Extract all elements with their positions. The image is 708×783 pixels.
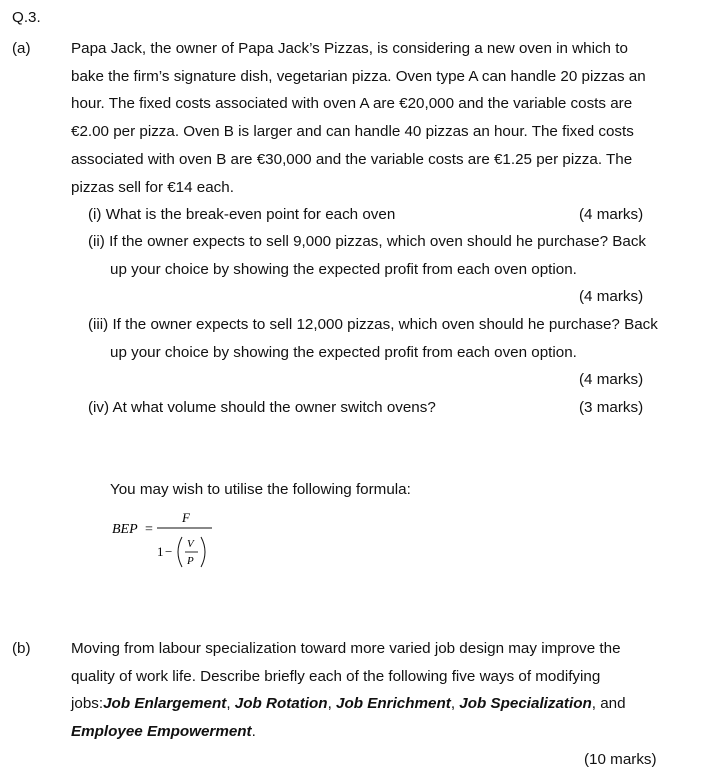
formula-numerator: F: [182, 510, 190, 525]
part-b-line: quality of work life. Describe briefly each of the following five ways of modifying: [71, 667, 601, 685]
intro-line: associated with oven B are €30,000 and the variable costs are €1.25 per pizza. The: [71, 150, 633, 168]
question-iv: (iv) At what volume should the owner switch ovens?: [88, 399, 436, 416]
formula-p: P: [187, 555, 194, 567]
formula-lhs: BEP: [112, 522, 138, 537]
term-job-enrichment: Job Enrichment: [336, 695, 451, 713]
part-b-line: [71, 718, 691, 746]
formula-minus: −: [165, 544, 173, 559]
intro-line: pizzas sell for €14 each.: [71, 178, 234, 196]
jobs-prefix: jobs:: [71, 695, 104, 713]
question-number: Q.3.: [12, 9, 41, 26]
left-paren: [178, 537, 182, 567]
separator: ,: [226, 695, 235, 713]
question-ii-line2: up your choice by showing the expected profit from each oven option.: [110, 261, 577, 278]
term-employee-empowerment: Employee Empowerment: [71, 723, 252, 741]
intro-line: bake the firm’s signature dish, vegetarian pizza. Oven type A can handle 20 pizzas an: [71, 67, 646, 85]
separator: ,: [450, 695, 460, 713]
sentence-end: .: [251, 723, 256, 741]
marks-i: (4 marks): [579, 206, 644, 223]
term-job-enlargement: Job Enlargement: [103, 695, 227, 713]
right-paren: [201, 537, 205, 567]
term-job-rotation: Job Rotation: [234, 695, 328, 713]
intro-line: Papa Jack, the owner of Papa Jack’s Pizzas, is considering a new oven in which to: [71, 40, 628, 57]
question-iii-line1: (iii) If the owner expects to sell 12,000 pizzas, which oven should he purchase? Back: [88, 316, 658, 333]
question-iii-line2: up your choice by showing the expected profit from each oven option.: [110, 344, 577, 361]
part-b-line: Moving from labour specialization toward more varied job design may improve the: [71, 640, 621, 657]
intro-line: hour. The fixed costs associated with oven A are €20,000 and the variable costs are: [71, 95, 633, 113]
separator: , and: [591, 695, 626, 713]
question-ii-line1: (ii) If the owner expects to sell 9,000 pizzas, which oven should he purchase? Back: [88, 233, 647, 250]
marks-b: (10 marks): [584, 751, 657, 768]
part-b-line: [71, 690, 691, 718]
question-i: (i) What is the break-even point for each oven: [88, 206, 396, 223]
part-a-intro: [71, 35, 691, 201]
marks-iv: (3 marks): [579, 399, 644, 416]
marks-ii: (4 marks): [579, 288, 644, 305]
separator: ,: [327, 695, 337, 713]
part-a-label: (a): [12, 40, 31, 57]
formula-intro: You may wish to utilise the following formula:: [110, 481, 411, 498]
marks-iii: (4 marks): [579, 371, 644, 388]
formula-equals: =: [145, 522, 153, 537]
part-b-text: [71, 635, 691, 746]
intro-line: €2.00 per pizza. Oven B is larger and can handle 40 pizzas an hour. The fixed costs: [71, 123, 634, 141]
formula-one: 1: [157, 544, 164, 559]
formula-v: V: [187, 538, 194, 550]
part-b-label: (b): [12, 640, 31, 657]
break-even-formula: [112, 506, 232, 578]
term-job-specialization: Job Specialization: [459, 695, 592, 713]
